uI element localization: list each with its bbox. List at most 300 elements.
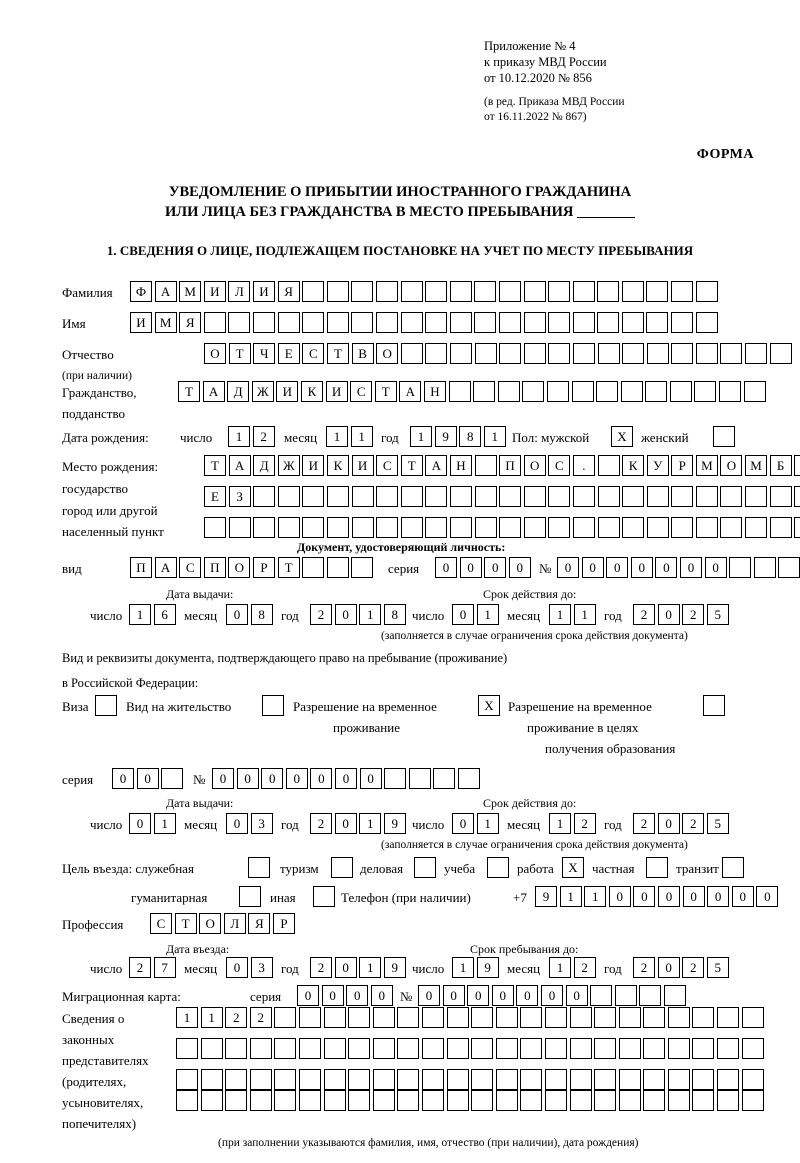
form-cell[interactable] <box>524 517 546 538</box>
form-cell[interactable] <box>324 1069 346 1090</box>
form-cell[interactable]: 0 <box>435 557 457 578</box>
form-cell[interactable] <box>450 281 472 302</box>
form-cell[interactable] <box>225 1038 247 1059</box>
form-cell[interactable]: 8 <box>384 604 406 625</box>
form-cell[interactable]: И <box>253 281 275 302</box>
form-cell[interactable]: 2 <box>310 813 332 834</box>
form-cell[interactable]: П <box>499 455 521 476</box>
form-cell[interactable] <box>425 312 447 333</box>
form-cell[interactable]: А <box>203 381 225 402</box>
form-cell[interactable]: С <box>150 913 172 934</box>
form-cell[interactable] <box>496 1069 518 1090</box>
form-cell[interactable]: Т <box>401 455 423 476</box>
legal-rep-row-1[interactable] <box>176 1007 766 1028</box>
form-cell[interactable]: 0 <box>212 768 234 789</box>
form-cell[interactable]: К <box>622 455 644 476</box>
permit-number-cells[interactable] <box>212 768 483 789</box>
form-cell[interactable]: Я <box>179 312 201 333</box>
form-cell[interactable] <box>331 857 353 878</box>
form-cell[interactable] <box>422 1007 444 1028</box>
doc-kind-cells[interactable] <box>130 557 376 578</box>
permit-valid-day-cells[interactable] <box>452 813 501 834</box>
permit-issue-month-cells[interactable] <box>226 813 275 834</box>
birth-month-cells[interactable] <box>326 426 375 447</box>
form-cell[interactable] <box>643 1038 665 1059</box>
form-cell[interactable] <box>770 486 792 507</box>
form-cell[interactable] <box>373 1090 395 1111</box>
form-cell[interactable] <box>496 1007 518 1028</box>
form-cell[interactable] <box>409 768 431 789</box>
form-cell[interactable] <box>717 1038 739 1059</box>
form-cell[interactable]: 0 <box>756 886 778 907</box>
form-cell[interactable] <box>647 517 669 538</box>
form-cell[interactable] <box>545 1038 567 1059</box>
form-cell[interactable] <box>447 1090 469 1111</box>
form-cell[interactable] <box>754 557 776 578</box>
form-cell[interactable] <box>225 1069 247 1090</box>
form-cell[interactable]: Р <box>273 913 295 934</box>
form-cell[interactable] <box>573 343 595 364</box>
form-cell[interactable] <box>447 1038 469 1059</box>
stay-year-cells[interactable] <box>633 957 731 978</box>
form-cell[interactable]: 0 <box>418 985 440 1006</box>
form-cell[interactable]: К <box>327 455 349 476</box>
purpose-private-box[interactable] <box>646 857 671 878</box>
form-cell[interactable]: А <box>155 281 177 302</box>
form-cell[interactable] <box>327 557 349 578</box>
form-cell[interactable]: 0 <box>582 557 604 578</box>
form-cell[interactable] <box>324 1038 346 1059</box>
form-cell[interactable] <box>594 1069 616 1090</box>
form-cell[interactable]: 0 <box>237 768 259 789</box>
form-cell[interactable] <box>351 281 373 302</box>
form-cell[interactable] <box>590 985 612 1006</box>
form-cell[interactable]: 9 <box>435 426 457 447</box>
form-cell[interactable] <box>720 343 742 364</box>
form-cell[interactable] <box>696 312 718 333</box>
doc-valid-day-cells[interactable] <box>452 604 501 625</box>
form-cell[interactable]: 1 <box>201 1007 223 1028</box>
doc-valid-year-cells[interactable] <box>633 604 731 625</box>
form-cell[interactable] <box>401 343 423 364</box>
form-cell[interactable] <box>348 1038 370 1059</box>
form-cell[interactable]: Ч <box>253 343 275 364</box>
form-cell[interactable] <box>742 1069 764 1090</box>
form-cell[interactable] <box>299 1090 321 1111</box>
form-cell[interactable] <box>324 1090 346 1111</box>
form-cell[interactable]: О <box>720 455 742 476</box>
form-cell[interactable]: 0 <box>541 985 563 1006</box>
form-cell[interactable] <box>475 517 497 538</box>
permit-valid-month-cells[interactable] <box>549 813 598 834</box>
form-cell[interactable]: 0 <box>633 886 655 907</box>
form-cell[interactable]: 2 <box>682 813 704 834</box>
form-cell[interactable] <box>545 1007 567 1028</box>
form-cell[interactable]: 2 <box>310 957 332 978</box>
form-cell[interactable] <box>594 1090 616 1111</box>
form-cell[interactable]: Р <box>253 557 275 578</box>
form-cell[interactable] <box>622 281 644 302</box>
form-cell[interactable] <box>373 1069 395 1090</box>
form-cell[interactable] <box>499 486 521 507</box>
doc-issue-day-cells[interactable] <box>129 604 178 625</box>
form-cell[interactable]: Л <box>228 281 250 302</box>
form-cell[interactable]: С <box>350 381 372 402</box>
form-cell[interactable]: И <box>352 455 374 476</box>
form-cell[interactable] <box>376 486 398 507</box>
form-cell[interactable]: 0 <box>226 604 248 625</box>
form-cell[interactable]: 2 <box>633 604 655 625</box>
form-cell[interactable] <box>639 985 661 1006</box>
form-cell[interactable] <box>384 768 406 789</box>
form-cell[interactable] <box>719 381 741 402</box>
visa-box[interactable] <box>95 695 120 716</box>
form-cell[interactable]: Е <box>204 486 226 507</box>
form-cell[interactable] <box>770 517 792 538</box>
form-cell[interactable] <box>717 1007 739 1028</box>
form-cell[interactable] <box>299 1069 321 1090</box>
sex-female-box[interactable] <box>713 426 738 447</box>
form-cell[interactable] <box>471 1038 493 1059</box>
form-cell[interactable]: 9 <box>477 957 499 978</box>
form-cell[interactable]: 5 <box>707 813 729 834</box>
form-cell[interactable] <box>645 381 667 402</box>
form-cell[interactable]: 1 <box>154 813 176 834</box>
form-cell[interactable]: И <box>276 381 298 402</box>
residence-permit-box[interactable] <box>262 695 287 716</box>
form-cell[interactable] <box>745 517 767 538</box>
form-cell[interactable]: 0 <box>707 886 729 907</box>
purpose-other-box[interactable] <box>313 886 338 907</box>
form-cell[interactable]: 0 <box>261 768 283 789</box>
form-cell[interactable] <box>671 281 693 302</box>
form-cell[interactable]: 7 <box>154 957 176 978</box>
form-cell[interactable] <box>520 1038 542 1059</box>
form-cell[interactable]: 0 <box>609 886 631 907</box>
form-cell[interactable] <box>670 381 692 402</box>
form-cell[interactable]: 3 <box>251 957 273 978</box>
purpose-transit-box[interactable] <box>722 857 747 878</box>
form-cell[interactable]: Ф <box>130 281 152 302</box>
form-cell[interactable]: М <box>745 455 767 476</box>
form-cell[interactable] <box>201 1038 223 1059</box>
form-cell[interactable]: А <box>425 455 447 476</box>
form-cell[interactable] <box>422 1069 444 1090</box>
form-cell[interactable]: 0 <box>658 957 680 978</box>
form-cell[interactable] <box>713 426 735 447</box>
form-cell[interactable] <box>621 381 643 402</box>
form-cell[interactable] <box>598 455 620 476</box>
form-cell[interactable]: З <box>229 486 251 507</box>
form-cell[interactable] <box>253 517 275 538</box>
form-cell[interactable]: Т <box>278 557 300 578</box>
form-cell[interactable]: 0 <box>557 557 579 578</box>
birthplace-row-2[interactable] <box>204 486 800 507</box>
form-cell[interactable]: . <box>573 455 595 476</box>
form-cell[interactable] <box>401 312 423 333</box>
form-cell[interactable] <box>487 857 509 878</box>
purpose-business-box[interactable] <box>414 857 439 878</box>
form-cell[interactable]: 2 <box>633 957 655 978</box>
permit-valid-year-cells[interactable] <box>633 813 731 834</box>
form-cell[interactable]: М <box>155 312 177 333</box>
form-cell[interactable] <box>274 1069 296 1090</box>
form-cell[interactable]: 2 <box>682 604 704 625</box>
form-cell[interactable] <box>794 517 800 538</box>
form-cell[interactable]: О <box>228 557 250 578</box>
form-cell[interactable] <box>696 281 718 302</box>
doc-issue-month-cells[interactable] <box>226 604 275 625</box>
form-cell[interactable] <box>302 557 324 578</box>
form-cell[interactable] <box>422 1038 444 1059</box>
form-cell[interactable] <box>95 695 117 716</box>
form-cell[interactable] <box>274 1090 296 1111</box>
form-cell[interactable]: 1 <box>452 957 474 978</box>
form-cell[interactable]: Т <box>327 343 349 364</box>
form-cell[interactable]: Л <box>224 913 246 934</box>
form-cell[interactable] <box>703 695 725 716</box>
form-cell[interactable] <box>598 517 620 538</box>
doc-valid-month-cells[interactable] <box>549 604 598 625</box>
form-cell[interactable]: 0 <box>658 813 680 834</box>
form-cell[interactable]: 0 <box>658 886 680 907</box>
form-cell[interactable]: 2 <box>253 426 275 447</box>
form-cell[interactable]: 2 <box>633 813 655 834</box>
form-cell[interactable] <box>447 1007 469 1028</box>
form-cell[interactable]: 2 <box>225 1007 247 1028</box>
form-cell[interactable]: С <box>302 343 324 364</box>
form-cell[interactable] <box>668 1038 690 1059</box>
form-cell[interactable] <box>720 517 742 538</box>
form-cell[interactable] <box>250 1038 272 1059</box>
form-cell[interactable] <box>696 343 718 364</box>
form-cell[interactable] <box>433 768 455 789</box>
form-cell[interactable] <box>520 1090 542 1111</box>
form-cell[interactable] <box>278 312 300 333</box>
form-cell[interactable] <box>647 343 669 364</box>
form-cell[interactable] <box>475 343 497 364</box>
permit-issue-year-cells[interactable] <box>310 813 408 834</box>
form-cell[interactable] <box>229 517 251 538</box>
form-cell[interactable] <box>450 486 472 507</box>
form-cell[interactable]: 0 <box>360 768 382 789</box>
birth-day-cells[interactable] <box>228 426 277 447</box>
form-cell[interactable] <box>522 381 544 402</box>
form-cell[interactable] <box>447 1069 469 1090</box>
form-cell[interactable] <box>414 857 436 878</box>
legal-rep-row-3[interactable] <box>176 1069 766 1090</box>
form-cell[interactable]: 2 <box>129 957 151 978</box>
form-cell[interactable] <box>548 486 570 507</box>
form-cell[interactable] <box>742 1090 764 1111</box>
form-cell[interactable] <box>250 1069 272 1090</box>
form-cell[interactable]: 1 <box>560 886 582 907</box>
form-cell[interactable]: С <box>376 455 398 476</box>
form-cell[interactable] <box>729 557 751 578</box>
form-cell[interactable]: 1 <box>477 604 499 625</box>
form-cell[interactable]: 0 <box>484 557 506 578</box>
legal-rep-row-4[interactable] <box>176 1090 766 1111</box>
form-cell[interactable] <box>299 1038 321 1059</box>
form-cell[interactable] <box>694 381 716 402</box>
form-cell[interactable] <box>742 1038 764 1059</box>
form-cell[interactable]: Т <box>375 381 397 402</box>
surname-cells[interactable] <box>130 281 720 302</box>
form-cell[interactable]: 0 <box>655 557 677 578</box>
form-cell[interactable]: 0 <box>443 985 465 1006</box>
form-cell[interactable] <box>250 1090 272 1111</box>
form-cell[interactable] <box>744 381 766 402</box>
form-cell[interactable] <box>692 1007 714 1028</box>
form-cell[interactable] <box>794 455 800 476</box>
form-cell[interactable]: 1 <box>176 1007 198 1028</box>
form-cell[interactable] <box>646 281 668 302</box>
form-cell[interactable]: 9 <box>384 813 406 834</box>
form-cell[interactable]: 0 <box>452 813 474 834</box>
form-cell[interactable] <box>619 1090 641 1111</box>
form-cell[interactable] <box>278 486 300 507</box>
form-cell[interactable] <box>594 1007 616 1028</box>
form-cell[interactable] <box>302 312 324 333</box>
edu-residence-box[interactable] <box>703 695 728 716</box>
form-cell[interactable] <box>671 312 693 333</box>
form-cell[interactable] <box>373 1038 395 1059</box>
form-cell[interactable]: И <box>204 281 226 302</box>
form-cell[interactable] <box>248 857 270 878</box>
stay-month-cells[interactable] <box>549 957 598 978</box>
form-cell[interactable]: 9 <box>535 886 557 907</box>
form-cell[interactable] <box>422 1090 444 1111</box>
form-cell[interactable] <box>643 1069 665 1090</box>
form-cell[interactable]: 1 <box>574 604 596 625</box>
form-cell[interactable] <box>176 1038 198 1059</box>
form-cell[interactable] <box>548 281 570 302</box>
form-cell[interactable]: А <box>229 455 251 476</box>
form-cell[interactable] <box>548 312 570 333</box>
form-cell[interactable] <box>253 486 275 507</box>
form-cell[interactable]: С <box>548 455 570 476</box>
form-cell[interactable]: 0 <box>286 768 308 789</box>
form-cell[interactable] <box>425 343 447 364</box>
form-cell[interactable]: 0 <box>680 557 702 578</box>
form-cell[interactable] <box>450 312 472 333</box>
form-cell[interactable] <box>545 1069 567 1090</box>
form-cell[interactable] <box>524 312 546 333</box>
form-cell[interactable] <box>548 343 570 364</box>
form-cell[interactable]: 1 <box>228 426 250 447</box>
form-cell[interactable]: Н <box>450 455 472 476</box>
form-cell[interactable]: 3 <box>251 813 273 834</box>
name-cells[interactable] <box>130 312 720 333</box>
form-cell[interactable]: 0 <box>492 985 514 1006</box>
form-cell[interactable] <box>351 557 373 578</box>
form-cell[interactable] <box>664 985 686 1006</box>
form-cell[interactable] <box>794 486 800 507</box>
migration-series-cells[interactable] <box>297 985 395 1006</box>
form-cell[interactable]: 1 <box>129 604 151 625</box>
form-cell[interactable] <box>520 1007 542 1028</box>
form-cell[interactable]: 8 <box>459 426 481 447</box>
form-cell[interactable]: 0 <box>683 886 705 907</box>
form-cell[interactable] <box>742 1007 764 1028</box>
form-cell[interactable] <box>770 343 792 364</box>
form-cell[interactable] <box>274 1038 296 1059</box>
doc-number-cells[interactable] <box>557 557 800 578</box>
form-cell[interactable] <box>348 1069 370 1090</box>
form-cell[interactable]: 0 <box>460 557 482 578</box>
entry-year-cells[interactable] <box>310 957 408 978</box>
form-cell[interactable] <box>499 517 521 538</box>
form-cell[interactable]: 0 <box>226 813 248 834</box>
form-cell[interactable]: 0 <box>509 557 531 578</box>
form-cell[interactable] <box>397 1007 419 1028</box>
form-cell[interactable] <box>524 486 546 507</box>
form-cell[interactable] <box>598 486 620 507</box>
form-cell[interactable] <box>570 1007 592 1028</box>
form-cell[interactable]: 2 <box>310 604 332 625</box>
form-cell[interactable] <box>671 343 693 364</box>
form-cell[interactable] <box>397 1090 419 1111</box>
stay-day-cells[interactable] <box>452 957 501 978</box>
form-cell[interactable] <box>376 517 398 538</box>
form-cell[interactable] <box>570 1038 592 1059</box>
form-cell[interactable]: И <box>302 455 324 476</box>
form-cell[interactable] <box>524 343 546 364</box>
form-cell[interactable] <box>327 517 349 538</box>
form-cell[interactable]: О <box>376 343 398 364</box>
form-cell[interactable]: О <box>199 913 221 934</box>
form-cell[interactable]: 0 <box>297 985 319 1006</box>
form-cell[interactable]: 0 <box>631 557 653 578</box>
form-cell[interactable] <box>496 1038 518 1059</box>
form-cell[interactable] <box>573 312 595 333</box>
form-cell[interactable] <box>176 1069 198 1090</box>
form-cell[interactable] <box>228 312 250 333</box>
form-cell[interactable]: А <box>155 557 177 578</box>
form-cell[interactable] <box>475 486 497 507</box>
form-cell[interactable] <box>573 517 595 538</box>
birthplace-row-3[interactable] <box>204 517 800 538</box>
legal-rep-row-2[interactable] <box>176 1038 766 1059</box>
form-cell[interactable] <box>425 281 447 302</box>
form-cell[interactable]: 0 <box>467 985 489 1006</box>
form-cell[interactable]: М <box>179 281 201 302</box>
form-cell[interactable] <box>225 1090 247 1111</box>
form-cell[interactable] <box>622 343 644 364</box>
form-cell[interactable] <box>458 768 480 789</box>
form-cell[interactable] <box>376 312 398 333</box>
form-cell[interactable]: И <box>326 381 348 402</box>
form-cell[interactable] <box>425 486 447 507</box>
form-cell[interactable]: Т <box>178 381 200 402</box>
form-cell[interactable] <box>176 1090 198 1111</box>
form-cell[interactable] <box>474 281 496 302</box>
form-cell[interactable]: О <box>524 455 546 476</box>
form-cell[interactable]: 0 <box>705 557 727 578</box>
form-cell[interactable]: 1 <box>584 886 606 907</box>
form-cell[interactable] <box>597 312 619 333</box>
birthplace-row-1[interactable] <box>204 455 800 476</box>
form-cell[interactable] <box>745 343 767 364</box>
form-cell[interactable]: Т <box>229 343 251 364</box>
form-cell[interactable]: 0 <box>658 604 680 625</box>
form-cell[interactable] <box>499 312 521 333</box>
form-cell[interactable] <box>668 1090 690 1111</box>
sex-male-box[interactable] <box>611 426 636 447</box>
form-cell[interactable] <box>475 455 497 476</box>
form-cell[interactable] <box>570 1090 592 1111</box>
form-cell[interactable] <box>201 1069 223 1090</box>
